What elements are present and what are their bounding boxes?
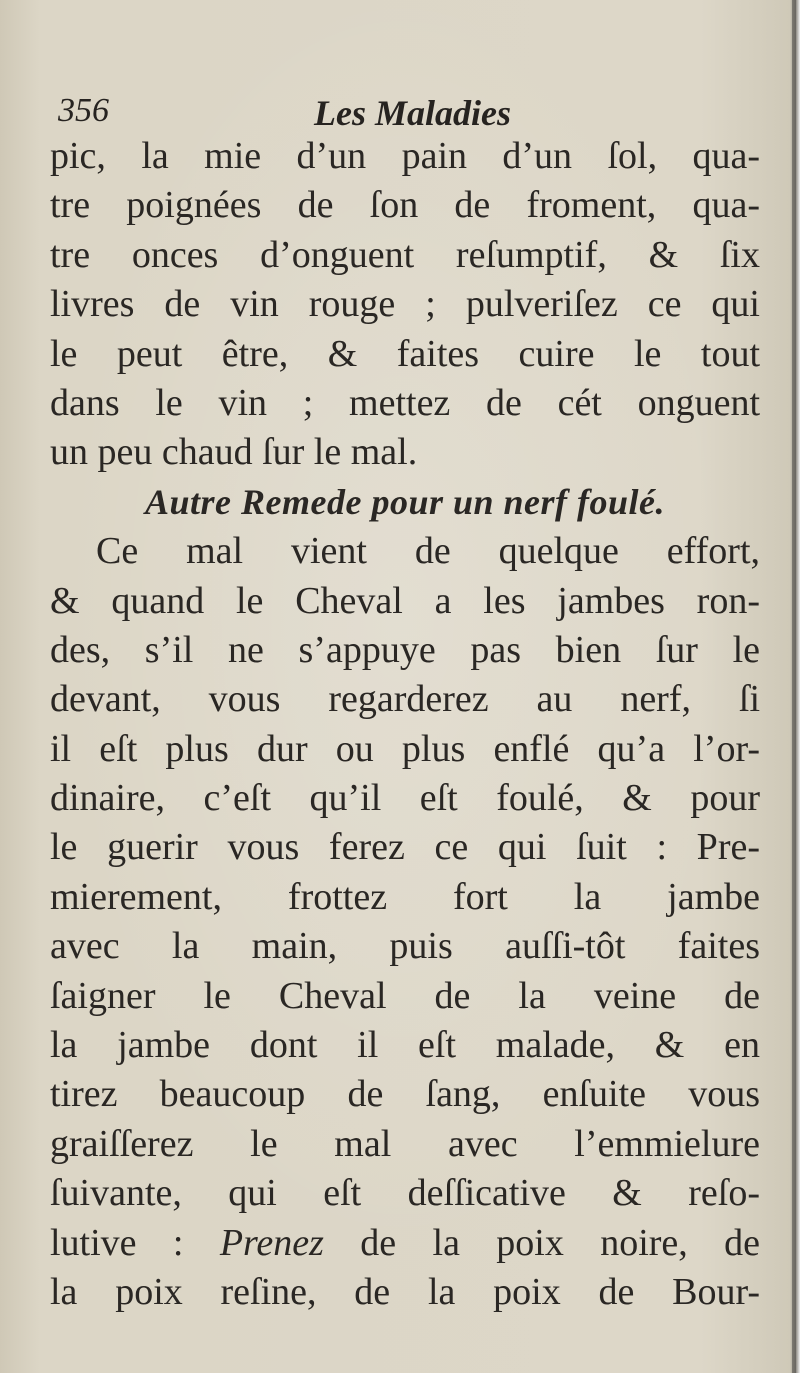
text-line: il eſt plus dur ou plus enflé qu’a l’or- <box>50 727 760 770</box>
page-number: 356 <box>58 92 109 129</box>
text-line: tre poignées de ſon de froment, qua- <box>50 184 760 227</box>
text-line: tre onces d’onguent reſumptif, & ſix <box>50 233 760 276</box>
section-heading: Autre Remede pour un nerf foulé. <box>144 481 666 522</box>
text-line: graiſſerez le mal avec l’emmielure <box>50 1122 760 1165</box>
text-line: livres de vin rouge ; pulveriſez ce qui <box>50 283 760 326</box>
page-text <box>50 132 760 1317</box>
text-line: la poix reſine, de la poix de Bour- <box>50 1270 760 1313</box>
text-line: Ce mal vient de quelque effort, <box>96 530 760 573</box>
text-line: la jambe dont il eſt malade, & en <box>50 1024 760 1067</box>
text-line: & quand le Cheval a les jambes ron- <box>50 579 760 622</box>
running-head: Les Maladies <box>314 93 511 133</box>
text-segment: de la poix noire, de <box>323 1221 760 1264</box>
text-line: ſuivante, qui eſt deſſicative & reſo- <box>50 1172 760 1215</box>
text-line: avec la main, puis auſſi-tôt faites <box>50 925 760 968</box>
text-line: un peu chaud ſur le mal. <box>50 431 418 474</box>
text-line: le peut être, & faites cuire le tout <box>50 332 760 375</box>
text-line: le guerir vous ferez ce qui ſuit : Pre- <box>50 826 760 869</box>
page-edge-shadow <box>792 0 796 1373</box>
text-line-prenez <box>50 1219 760 1268</box>
prenez-word: Prenez <box>219 1221 324 1264</box>
text-line: pic, la mie d’un pain d’un ſol, qua- <box>50 135 760 177</box>
text-line: des, s’il ne s’appuye pas bien ſur le <box>50 628 760 671</box>
text-segment: lutive : <box>50 1221 220 1264</box>
text-line: mierement, frottez fort la jambe <box>50 875 760 918</box>
page-header <box>58 92 758 136</box>
text-line: ſaigner le Cheval de la veine de <box>50 974 760 1017</box>
text-line: devant, vous regarderez au nerf, ſi <box>50 678 760 721</box>
text-line: tirez beaucoup de ſang, enſuite vous <box>50 1073 760 1116</box>
text-line: dinaire, c’eſt qu’il eſt foulé, & pour <box>50 777 760 820</box>
text-line: dans le vin ; mettez de cét onguent <box>50 381 760 424</box>
